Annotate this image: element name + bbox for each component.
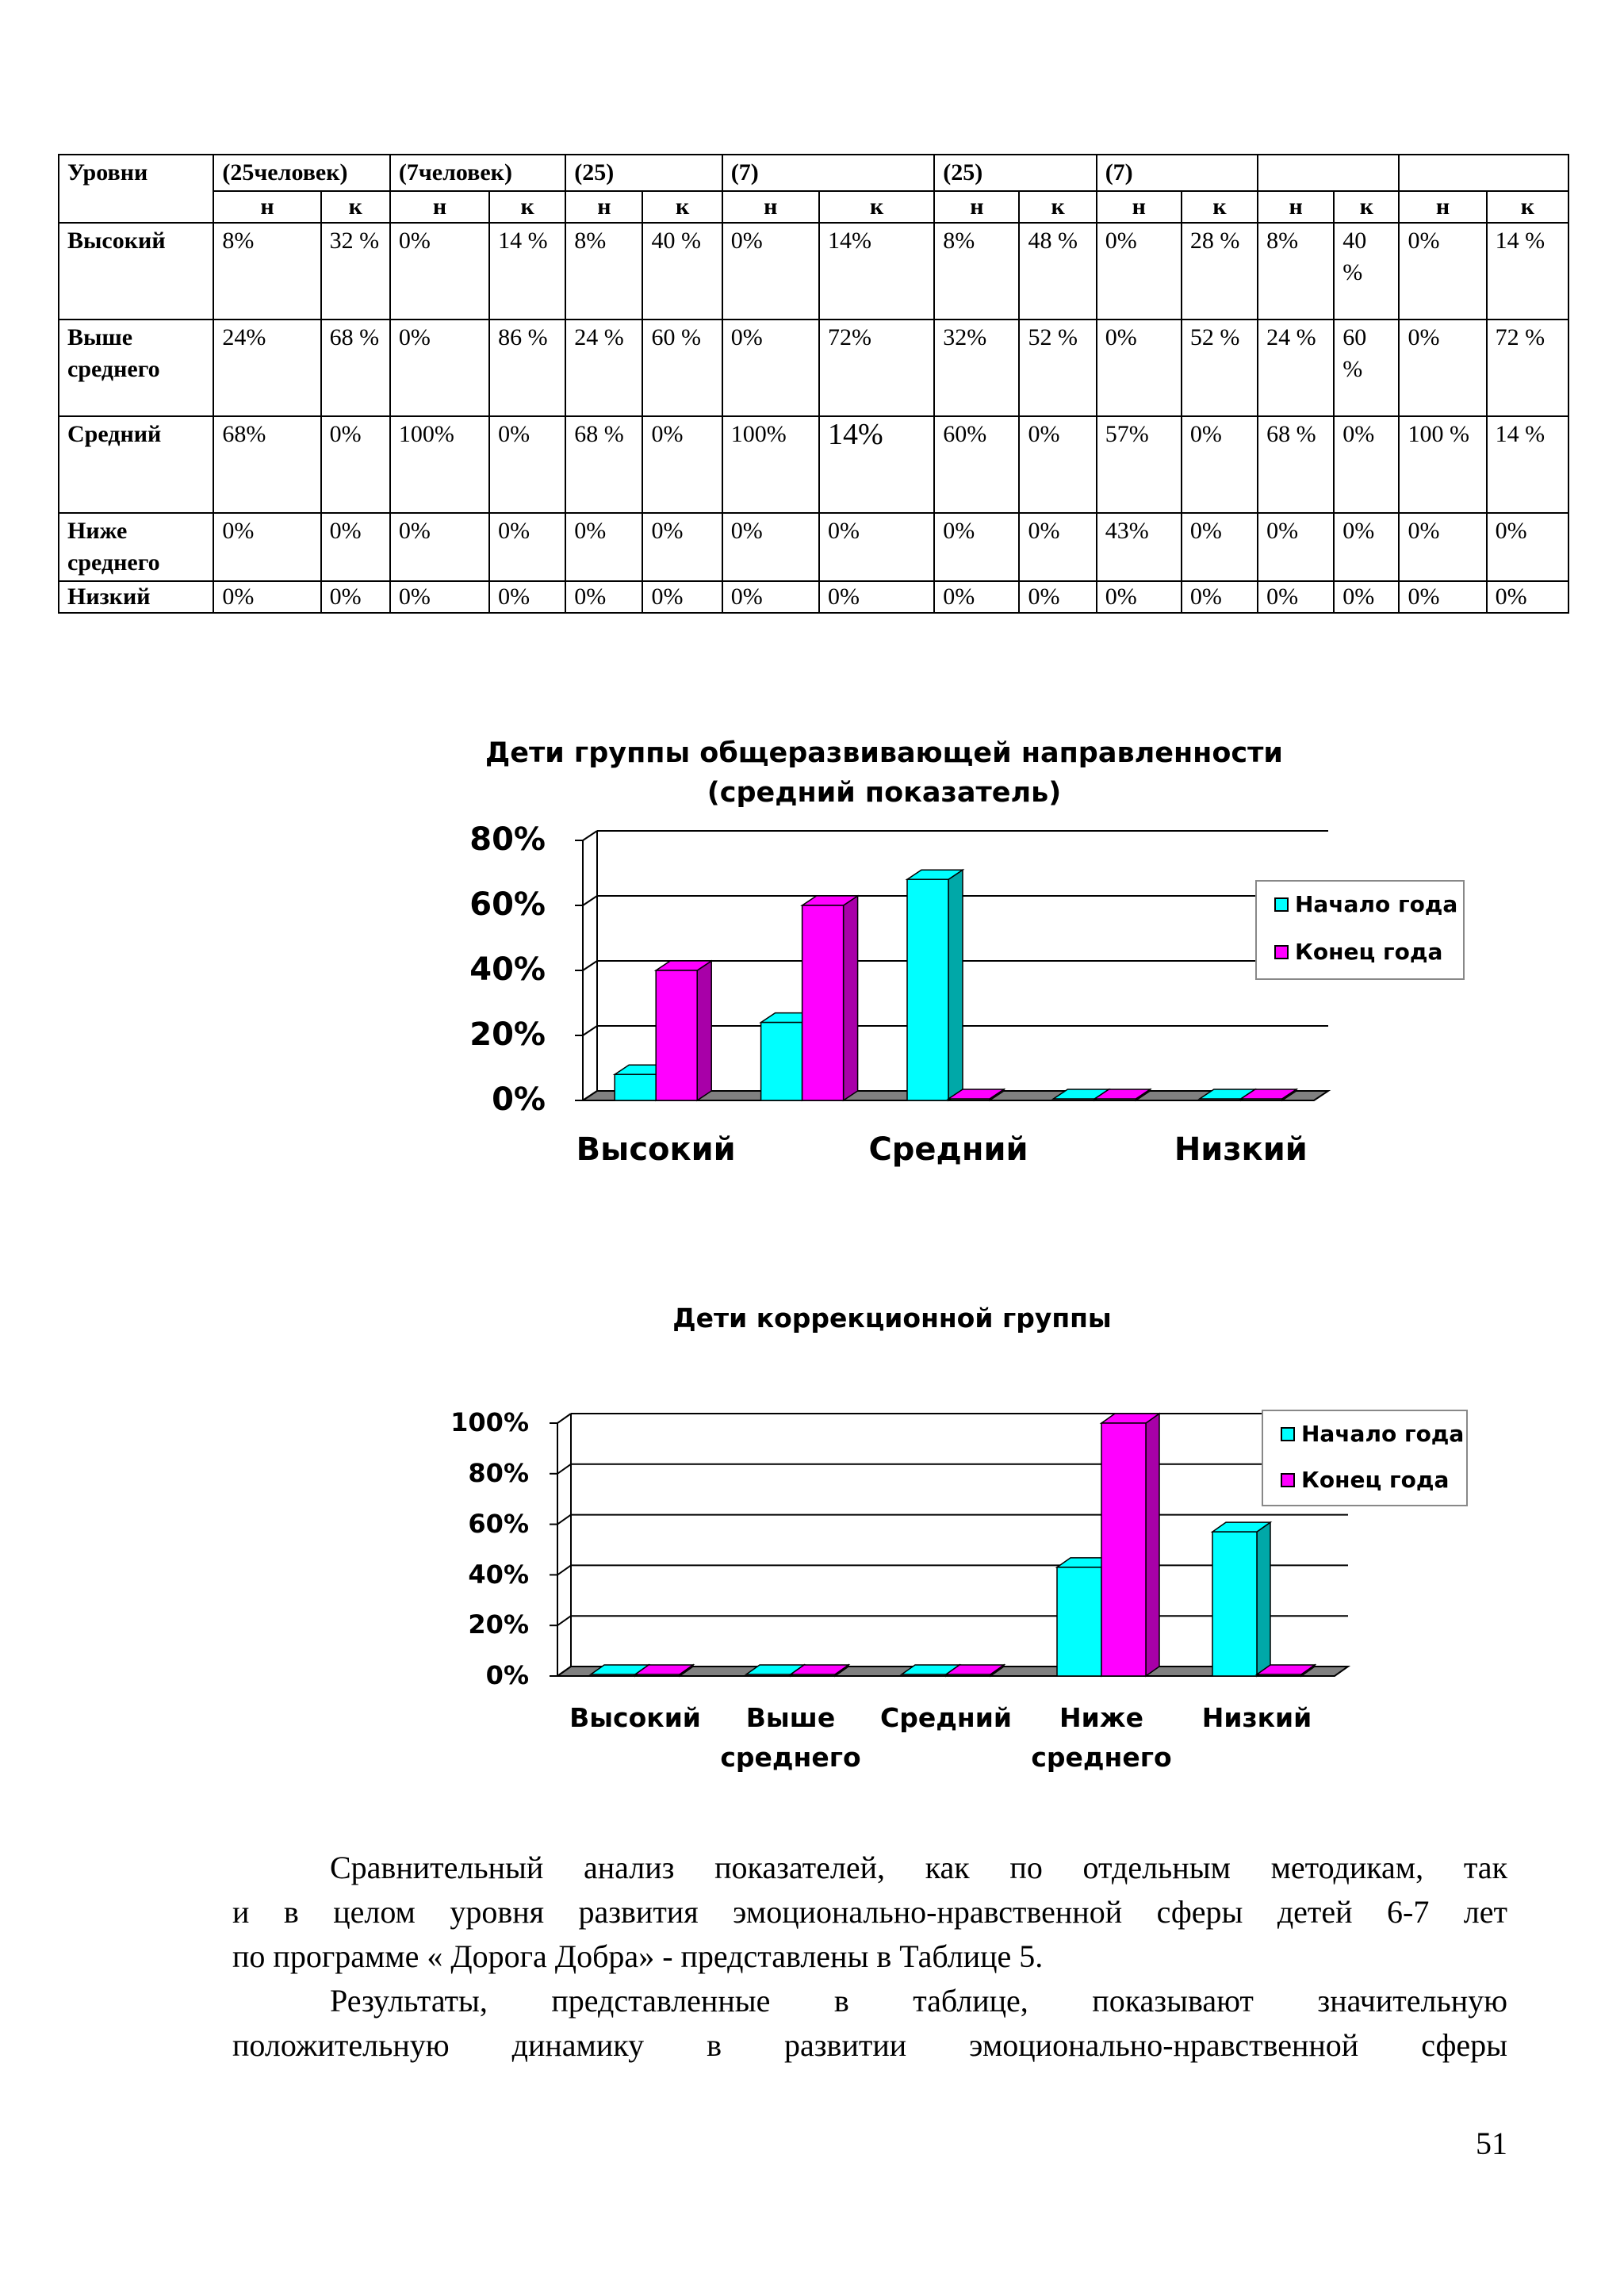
table-subheader: к xyxy=(1334,191,1399,223)
table-subheader: к xyxy=(642,191,722,223)
table-cell: 60 % xyxy=(642,320,722,416)
table-cell: 24% xyxy=(213,320,320,416)
paragraph-line: Результаты, представленные в таблице, показывают значительную xyxy=(330,1983,1507,2019)
table-cell: 60% xyxy=(934,416,1019,513)
x-tick-label: Ниже среднего xyxy=(1031,1702,1172,1773)
bar-start xyxy=(907,870,963,1100)
gridline-depth xyxy=(557,1464,571,1474)
table-cell: 60 % xyxy=(1334,320,1399,416)
table-cell: 0% xyxy=(1019,416,1096,513)
paragraph-line: положительную динамику в развитии эмоционально-нравственной сферы xyxy=(232,2027,1507,2063)
legend-item-start xyxy=(1281,1421,1464,1447)
bar-end xyxy=(802,896,858,1100)
x-tick-label: Выше среднего xyxy=(720,1702,861,1773)
table-subheader: к xyxy=(489,191,565,223)
table-row-level: Ниже среднего xyxy=(59,513,213,581)
y-tick-label: 0% xyxy=(492,1081,546,1119)
table-row xyxy=(59,416,1568,513)
table-cell: 32% xyxy=(934,320,1019,416)
table-cell: 48 % xyxy=(1019,223,1096,320)
gridline-depth xyxy=(557,1414,571,1423)
table-cell: 0% xyxy=(1487,581,1568,613)
table-cell: 0% xyxy=(722,320,819,416)
table-cell: 0% xyxy=(722,513,819,581)
table-cell: 32 % xyxy=(321,223,390,320)
x-tick-label: Высокий xyxy=(576,1131,736,1168)
table-row-level: Выше среднего xyxy=(59,320,213,416)
levels-table-container xyxy=(58,154,1569,614)
legend-label: Начало года xyxy=(1301,1421,1465,1447)
gridline-depth xyxy=(557,1515,571,1525)
table-subheader: к xyxy=(1019,191,1096,223)
table-cell: 68 % xyxy=(321,320,390,416)
gridline-depth xyxy=(583,1026,597,1035)
table-cell: 0% xyxy=(722,581,819,613)
table-cell: 0% xyxy=(1258,513,1334,581)
legend-swatch-end xyxy=(1274,945,1289,959)
table-subheader: н xyxy=(934,191,1019,223)
table-cell: 24 % xyxy=(565,320,642,416)
table-cell: 52 % xyxy=(1182,320,1258,416)
table-header-group: (7) xyxy=(1097,155,1258,191)
table-subheader: к xyxy=(321,191,390,223)
paragraph-results xyxy=(232,1979,1507,2068)
table-cell: 0% xyxy=(1399,581,1486,613)
table-cell: 0% xyxy=(934,581,1019,613)
table-cell: 28 % xyxy=(1182,223,1258,320)
table-cell: 100% xyxy=(390,416,489,513)
table-cell: 0% xyxy=(390,223,489,320)
table-header-levels: Уровни xyxy=(59,155,213,223)
table-subheader: н xyxy=(213,191,320,223)
page-number: 51 xyxy=(1476,2126,1507,2161)
table-cell: 0% xyxy=(1399,223,1486,320)
table-subheader: к xyxy=(1487,191,1568,223)
table-cell: 0% xyxy=(642,513,722,581)
table-cell: 8% xyxy=(213,223,320,320)
table-cell: 0% xyxy=(213,581,320,613)
table-cell: 14% xyxy=(819,223,934,320)
table-cell: 0% xyxy=(1334,581,1399,613)
gridline-depth xyxy=(557,1565,571,1575)
table-subheader: к xyxy=(819,191,934,223)
table-row-level: Высокий xyxy=(59,223,213,320)
table-cell: 14% xyxy=(819,416,934,513)
table-cell: 57% xyxy=(1097,416,1182,513)
chart-legend xyxy=(1262,1410,1468,1506)
table-cell: 0% xyxy=(1487,513,1568,581)
gridline-depth xyxy=(583,831,597,840)
paragraph-line: по программе « Дорога Добра» - представлены в Таблице 5. xyxy=(232,1938,1044,1974)
paragraph-line: и в целом уровня развития эмоционально-нравственной сферы детей 6-7 лет xyxy=(232,1894,1507,1930)
table-cell: 100 % xyxy=(1399,416,1486,513)
legend-item-end xyxy=(1274,939,1442,965)
table-cell: 0% xyxy=(321,581,390,613)
table-subheader: н xyxy=(390,191,489,223)
table-cell: 0% xyxy=(1019,581,1096,613)
table-row-level: Низкий xyxy=(59,581,213,613)
table-cell: 0% xyxy=(642,416,722,513)
y-tick-label: 80% xyxy=(468,1457,529,1488)
table-cell: 72% xyxy=(819,320,934,416)
table-cell: 14 % xyxy=(1487,416,1568,513)
x-tick-label: Средний xyxy=(880,1702,1012,1733)
table-cell: 0% xyxy=(489,581,565,613)
table-subheader: н xyxy=(565,191,642,223)
table-cell: 86 % xyxy=(489,320,565,416)
table-cell: 0% xyxy=(934,513,1019,581)
y-tick-label: 40% xyxy=(468,1559,529,1590)
table-subheader: к xyxy=(1182,191,1258,223)
x-tick-label: Средний xyxy=(868,1131,1028,1168)
y-tick-label: 100% xyxy=(450,1407,529,1438)
table-cell: 0% xyxy=(819,513,934,581)
legend-item-start xyxy=(1274,891,1457,917)
legend-label: Конец года xyxy=(1301,1467,1450,1493)
table-header-group: (25человек) xyxy=(213,155,389,191)
bar-start xyxy=(1212,1522,1270,1676)
table-subheader: н xyxy=(1258,191,1334,223)
table-cell: 24 % xyxy=(1258,320,1334,416)
table-cell: 0% xyxy=(1019,513,1096,581)
table-subheader: н xyxy=(722,191,819,223)
chart-title: Дети коррекционной группы xyxy=(672,1303,1112,1334)
legend-swatch-start xyxy=(1274,897,1289,912)
y-tick-label: 20% xyxy=(469,1016,546,1054)
table-cell: 0% xyxy=(1097,581,1182,613)
table-subheader: н xyxy=(1097,191,1182,223)
table-cell: 40 % xyxy=(1334,223,1399,320)
table-cell: 0% xyxy=(321,513,390,581)
table-cell: 0% xyxy=(1334,513,1399,581)
table-cell: 0% xyxy=(321,416,390,513)
table-cell: 0% xyxy=(1182,581,1258,613)
gridline-depth xyxy=(583,961,597,970)
table-cell: 43% xyxy=(1097,513,1182,581)
table-cell: 0% xyxy=(1097,320,1182,416)
y-tick-label: 60% xyxy=(468,1508,529,1539)
y-tick-label: 60% xyxy=(469,886,546,924)
table-cell: 8% xyxy=(934,223,1019,320)
table-cell: 14 % xyxy=(1487,223,1568,320)
table-subheader: н xyxy=(1399,191,1486,223)
table-cell: 0% xyxy=(565,513,642,581)
chart-title: Дети группы общеразвивающей направленности (средний показатель) xyxy=(485,737,1283,809)
table-row xyxy=(59,581,1568,613)
table-cell: 0% xyxy=(390,581,489,613)
table-cell: 0% xyxy=(1399,513,1486,581)
table-cell: 0% xyxy=(819,581,934,613)
legend-label: Начало года xyxy=(1295,891,1458,917)
table-cell: 0% xyxy=(213,513,320,581)
legend-label: Конец года xyxy=(1295,939,1443,965)
table-header-group: (25) xyxy=(934,155,1096,191)
gridline-depth xyxy=(583,896,597,905)
table-cell: 0% xyxy=(1334,416,1399,513)
table-cell: 68% xyxy=(213,416,320,513)
chart-general-group xyxy=(444,725,1458,1185)
legend-item-end xyxy=(1281,1467,1449,1493)
table-cell: 0% xyxy=(565,581,642,613)
table-header-group xyxy=(1399,155,1568,191)
table-cell: 0% xyxy=(1258,581,1334,613)
table-cell: 8% xyxy=(565,223,642,320)
y-tick-label: 20% xyxy=(468,1609,529,1640)
x-tick-label: Высокий xyxy=(569,1702,701,1733)
table-header-group: (7человек) xyxy=(390,155,565,191)
table-header-group xyxy=(1258,155,1399,191)
table-cell: 0% xyxy=(722,223,819,320)
paragraph-comparative-analysis xyxy=(232,1846,1507,1979)
table-cell: 40 % xyxy=(642,223,722,320)
table-cell: 0% xyxy=(1399,320,1486,416)
bar-end xyxy=(656,961,711,1100)
gridline-depth xyxy=(557,1616,571,1625)
table-cell: 0% xyxy=(390,320,489,416)
table-cell: 52 % xyxy=(1019,320,1096,416)
table-cell: 0% xyxy=(1182,513,1258,581)
table-cell: 8% xyxy=(1258,223,1334,320)
table-row xyxy=(59,223,1568,320)
table-row-level: Средний xyxy=(59,416,213,513)
paragraph-line: Сравнительный анализ показателей, как по отдельным методикам, так xyxy=(330,1850,1507,1885)
legend-swatch-start xyxy=(1281,1427,1295,1441)
x-tick-label: Низкий xyxy=(1201,1702,1312,1733)
chart-legend xyxy=(1255,880,1465,980)
y-tick-label: 0% xyxy=(485,1660,529,1691)
levels-table xyxy=(58,154,1569,614)
table-cell: 0% xyxy=(1097,223,1182,320)
table-header-group: (7) xyxy=(722,155,935,191)
y-tick-label: 40% xyxy=(469,951,546,989)
table-cell: 0% xyxy=(489,416,565,513)
table-cell: 100% xyxy=(722,416,819,513)
table-row xyxy=(59,513,1568,581)
table-cell: 0% xyxy=(1182,416,1258,513)
x-tick-label: Низкий xyxy=(1174,1131,1308,1168)
y-tick-label: 80% xyxy=(469,821,546,859)
table-header-group: (25) xyxy=(565,155,722,191)
bar-end xyxy=(1101,1414,1159,1676)
chart-correction-group xyxy=(444,1292,1475,1784)
table-cell: 68 % xyxy=(1258,416,1334,513)
table-row xyxy=(59,320,1568,416)
table-cell: 68 % xyxy=(565,416,642,513)
table-cell: 72 % xyxy=(1487,320,1568,416)
table-cell: 0% xyxy=(642,581,722,613)
legend-swatch-end xyxy=(1281,1473,1295,1487)
table-cell: 0% xyxy=(489,513,565,581)
table-cell: 14 % xyxy=(489,223,565,320)
table-cell: 0% xyxy=(390,513,489,581)
